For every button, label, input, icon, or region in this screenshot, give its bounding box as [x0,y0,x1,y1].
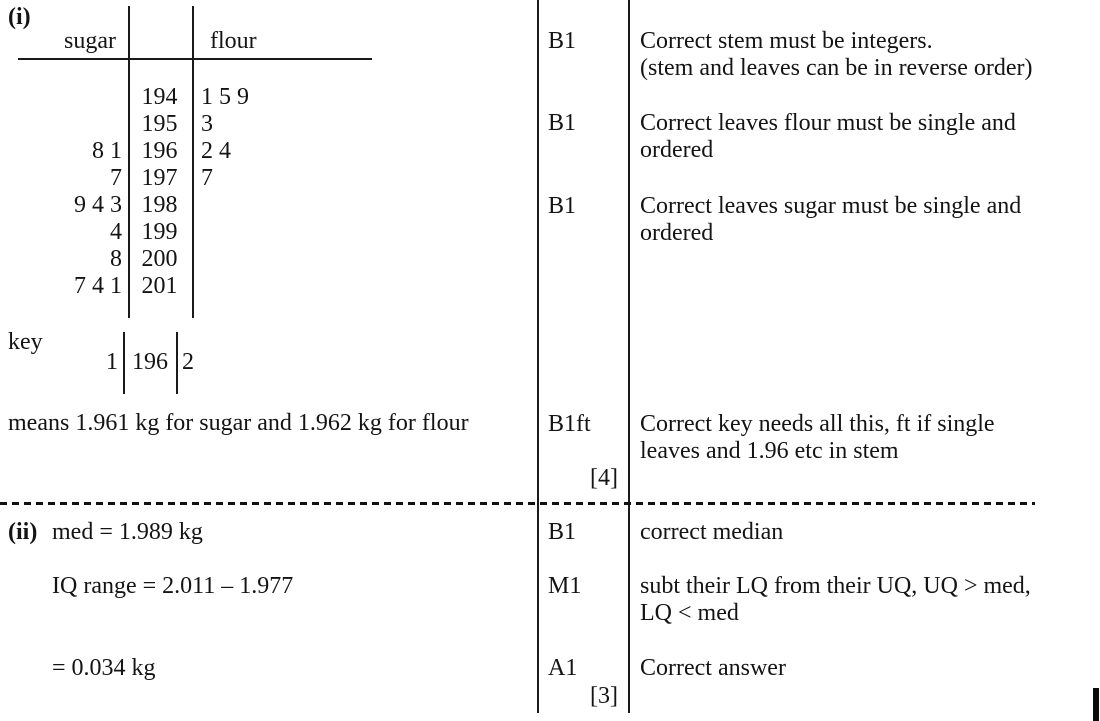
stem-value: 195 [141,111,178,137]
stem-value: 200 [141,246,178,272]
key-right-rule [176,332,178,394]
stem-leaf-header-sugar: sugar [64,28,116,54]
flour-leaves: 3 [201,111,213,137]
sugar-leaves: 4 [110,219,122,245]
part-i-total-marks: [4] [590,465,618,491]
marks-column-right-rule [628,0,630,713]
flour-leaves: 7 [201,165,213,191]
mark-comment-line: Correct leaves flour must be single and [640,110,1016,136]
flour-leaves: 2 4 [201,138,231,164]
mark-code: B1ft [548,411,591,437]
mark-comment [640,519,783,546]
mark-comment-line: ordered [640,220,714,246]
mark-comment-line: Correct answer [640,655,786,681]
mark-comment-line: Correct stem must be integers. [640,28,933,54]
key-meaning: means 1.961 kg for sugar and 1.962 kg for flour [8,410,469,436]
stem-value: 201 [141,273,178,299]
mark-comment [640,655,786,682]
mark-comment [640,411,995,465]
sugar-leaves: 8 1 [92,138,122,164]
mark-comment-line: leaves and 1.96 etc in stem [640,438,899,464]
mark-comment-line: subt their LQ from their UQ, UQ > med, [640,573,1031,599]
flour-leaves: 1 5 9 [201,84,249,110]
mark-code: B1 [548,519,577,545]
part-i-label: (i) [8,4,31,30]
mark-code: A1 [548,655,578,681]
page-edge-mark [1093,688,1099,721]
stem-leaf-right-rule [192,6,194,318]
sugar-leaves: 8 [110,246,122,272]
sugar-leaves: 7 [110,165,122,191]
mark-code: M1 [548,573,582,599]
working-line-iq-range: IQ range = 2.011 – 1.977 [52,573,294,599]
working-line-median: med = 1.989 kg [52,519,203,545]
mark-comment-line: Correct key needs all this, ft if single [640,411,995,437]
stem-leaf-header-rule [18,58,372,60]
key-right-leaf: 2 [182,349,194,375]
part-separator-dashed-line [0,502,1035,505]
mark-comment-line: Correct leaves sugar must be single and [640,193,1022,219]
mark-comment [640,28,1032,82]
stem-value: 194 [141,84,178,110]
stem-value: 199 [141,219,178,245]
mark-code: B1 [548,28,577,54]
mark-comment-line: LQ < med [640,600,739,626]
mark-comment-line: ordered [640,137,714,163]
mark-code: B1 [548,110,577,136]
key-label: key [8,329,43,355]
mark-comment [640,110,1016,164]
marks-column-left-rule [537,0,539,713]
part-ii-label: (ii) [8,519,38,545]
key-stem: 196 [132,349,168,375]
stem-value: 198 [141,192,178,218]
key-left-leaf: 1 [106,349,118,375]
sugar-leaves: 9 4 3 [74,192,122,218]
mark-comment-line: correct median [640,519,784,545]
mark-comment [640,573,1031,627]
part-ii-total-marks: [3] [590,683,618,709]
stem-value: 196 [141,138,178,164]
mark-code: B1 [548,193,577,219]
mark-comment [640,193,1021,247]
stem-value: 197 [141,165,178,191]
mark-comment-line: (stem and leaves can be in reverse order) [640,55,1033,81]
stem-leaf-header-flour: flour [210,28,257,54]
working-line-result: = 0.034 kg [52,655,156,681]
sugar-leaves: 7 4 1 [74,273,122,299]
